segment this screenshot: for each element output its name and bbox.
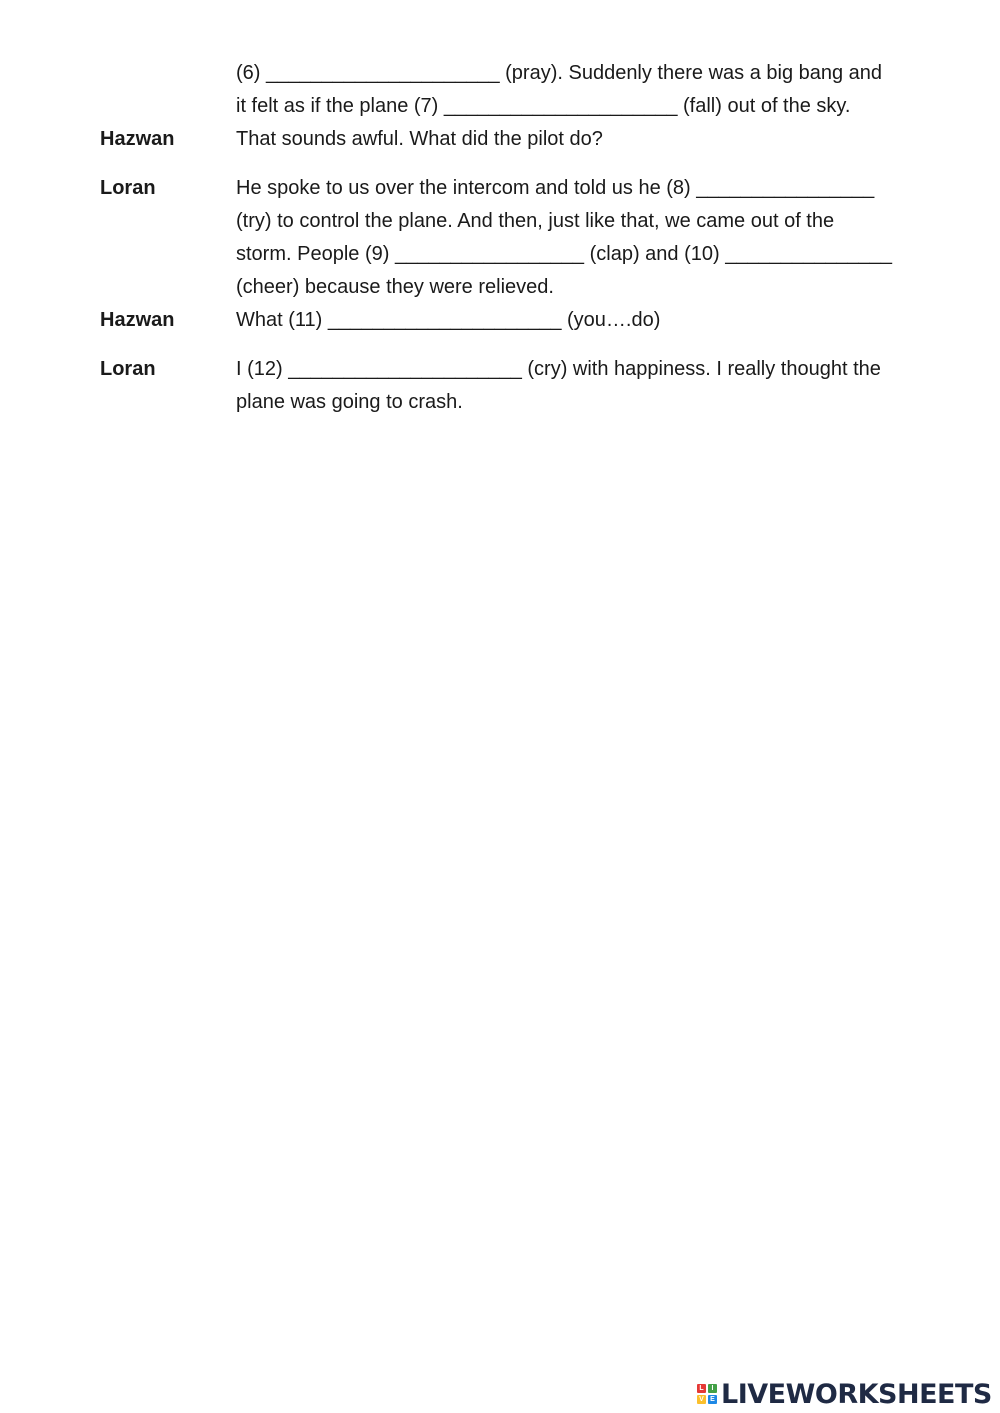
- hazwan-line: That sounds awful. What did the pilot do?: [236, 128, 603, 150]
- speaker-hazwan: Hazwan: [100, 309, 175, 331]
- loran-line-8-cont: (try) to control the plane. And then, just like that, we came out of the: [236, 210, 835, 232]
- loran-line-12-cont: plane was going to crash.: [236, 391, 463, 413]
- logo-mark-letter: L: [697, 1384, 706, 1393]
- logo-mark-letter: V: [697, 1395, 706, 1404]
- logo-mark-letter: I: [708, 1384, 717, 1393]
- logo-mark-icon: [697, 1384, 717, 1404]
- hazwan-line-11: What (11) _____________________ (you….do): [236, 309, 661, 331]
- speaker-hazwan: Hazwan: [100, 128, 175, 150]
- liveworksheets-logo: [697, 1378, 992, 1410]
- dialogue-line-6: (6) _____________________ (pray). Suddenly there was a big bang and: [236, 62, 883, 84]
- loran-line-cheer: (cheer) because they were relieved.: [236, 276, 554, 298]
- logo-text: LIVEWORKSHEETS: [721, 1378, 992, 1410]
- logo-mark-letter: E: [708, 1395, 717, 1404]
- loran-line-8: He spoke to us over the intercom and told us he (8) ________________: [236, 177, 875, 199]
- dialogue-line-7: it felt as if the plane (7) _____________________ (fall) out of the sky.: [236, 95, 851, 117]
- loran-line-9-10: storm. People (9) _________________ (clap) and (10) _______________: [236, 243, 893, 265]
- speaker-loran: Loran: [100, 177, 156, 199]
- loran-line-12: I (12) _____________________ (cry) with happiness. I really thought the: [236, 358, 881, 380]
- speaker-loran: Loran: [100, 358, 156, 380]
